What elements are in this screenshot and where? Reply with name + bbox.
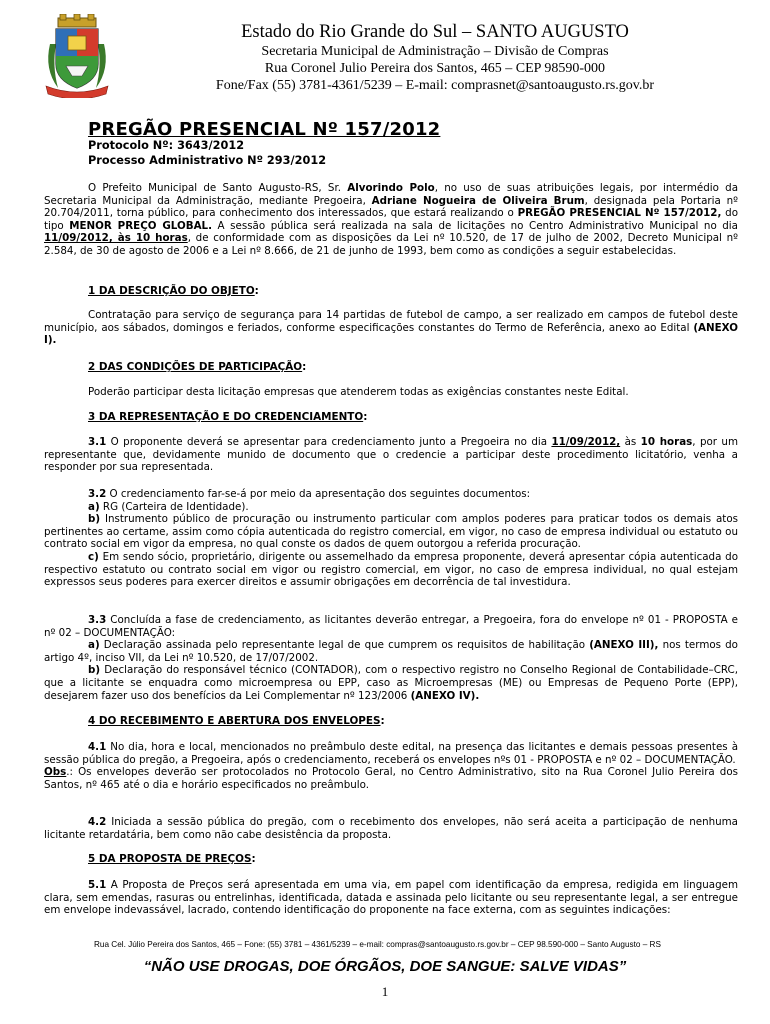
section-2-text: Poderão participar desta licitação empresas que atenderem todas as exigências constantes neste Edital.: [88, 386, 629, 398]
page-number: 1: [381, 984, 389, 999]
section-3-1-paragraph: 3.1 O proponente deverá se apresentar para credenciamento junto a Pregoeira no dia 11/09/2012, às 10 horas, por um representante que, devidamente munido de documento que o credencie a participar deste procedimento licitatório, venha a responder por sua representada.: [44, 436, 738, 474]
protocol-number: Protocolo Nº: 3643/2012: [88, 139, 245, 152]
section-2-heading: 2 DAS CONDIÇÕES DE PARTICIPAÇÃO:: [88, 361, 307, 373]
process-number: Processo Administrativo Nº 293/2012: [88, 154, 327, 167]
footer-address: Rua Cel. Júlio Pereira dos Santos, 465 – Fone: (55) 3781 – 4361/5239 – e-mail: compras@santoaugusto.rs.gov.br – CEP 98.590-000 – Santo Augusto – RS: [94, 940, 661, 949]
header-secretariat: Secretaria Municipal de Administração – Divisão de Compras: [261, 44, 609, 59]
section-4-2-paragraph: 4.2 Iniciada a sessão pública do pregão, com o recebimento dos envelopes, não será aceita a participação de nenhuma licitante retardatária, bem como não cabe desistência da proposta.: [44, 816, 738, 841]
section-1-text: Contratação para serviço de segurança para 14 partidas de futebol de campo, a ser realizado em campos de futebol deste município, aos sábados, domingos e feriados, conforme especificações constantes do Termo de Referência, anexo ao Edital (ANEXO I).: [44, 309, 738, 347]
header-address: Rua Coronel Julio Pereira dos Santos, 465 – CEP 98590-000: [264, 61, 606, 76]
municipal-coat-of-arms-icon: [44, 14, 110, 98]
section-4-heading: 4 DO RECEBIMENTO E ABERTURA DOS ENVELOPES:: [88, 715, 385, 727]
section-5-heading: 5 DA PROPOSTA DE PREÇOS:: [88, 853, 256, 865]
section-1-heading: 1 DA DESCRIÇÃO DO OBJETO:: [88, 285, 259, 297]
document-title: PREGÃO PRESENCIAL Nº 157/2012: [88, 119, 441, 140]
header-contact: Fone/Fax (55) 3781-4361/5239 – E-mail: comprasnet@santoaugusto.rs.gov.br: [215, 78, 655, 93]
section-4-1-paragraph: 4.1 No dia, hora e local, mencionados no preâmbulo deste edital, na presença das licitantes e demais pessoas presentes à sessão pública do pregão, a Pregoeira, após o credenciamento, receberá os envelopes nºs 01 - PROPOSTA e nº 02 – DOCUMENTAÇÃO. Obs.: Os envelopes deverão ser protocolados no Protocolo Geral, no Centro Administrativo, sito na Rua Coronel Julio Pereira dos Santos, nº 465 até o dia e horário especificados no preâmbulo.: [44, 741, 738, 791]
section-3-heading: 3 DA REPRESENTAÇÃO E DO CREDENCIAMENTO:: [88, 411, 368, 423]
section-5-1-paragraph: 5.1 A Proposta de Preços será apresentada em uma via, em papel com identificação da empresa, redigida em linguagem clara, sem emendas, rasuras ou entrelinhas, identificada, datada e assinada pelo licitante ou seu representante legal, a ser entregue em envelope indevassável, lacrado, contendo identificação do proponente na face externa, com as seguintes indicações:: [44, 879, 738, 917]
intro-paragraph: O Prefeito Municipal de Santo Augusto-RS, Sr. Alvorindo Polo, no uso de suas atribuições legais, por intermédio da Secretaria Municipal da Administração, mediante Pregoeira, Adriane Nogueira de Oliveira Brum, designada pela Portaria nº 20.704/2011, torna público, para conhecimento dos interessados, que estará realizando o PREGÃO PRESENCIAL Nº 157/2012, do tipo MENOR PREÇO GLOBAL. A sessão pública será realizada na sala de licitações no Centro Administrativo Municipal no dia 11/09/2012, às 10 horas, de conformidade com as disposições da Lei nº 10.520, de 17 de julho de 2002, Decreto Municipal nº 2.584, de 30 de agosto de 2006 e a Lei nº 8.666, de 21 de junho de 1993, bem como as condições a seguir estabelecidas.: [44, 182, 739, 257]
footer-slogan: “NÃO USE DROGAS, DOE ÓRGÃOS, DOE SANGUE: SALVE VIDAS”: [143, 958, 627, 975]
section-3-2-paragraph: 3.2 O credenciamento far-se-á por meio da apresentação dos seguintes documentos: a) RG (Carteira de Identidade). b) Instrumento público de procuração ou instrumento particular com amplos poderes para praticar todos os demais atos pertinentes ao certame, assim como cópia autenticada do registro comercial, em vigor, no caso de empresa individual ou estatuto ou contrato social em vigor da empresa, no qual conste os dados de quem outorgou a referida procuração. c) Em sendo sócio, proprietário, dirigente ou assemelhado da empresa proponente, deverá apresentar cópia autenticada do respectivo estatuto ou contrato social em vigor ou registro comercial, em vigor, no caso de empresa individual, no qual estejam expressos seus poderes para exercer direitos e assumir obrigações em decorrência de tal investidura.: [44, 488, 738, 589]
header-state-city: Estado do Rio Grande do Sul – SANTO AUGUSTO: [241, 22, 629, 42]
section-3-3-paragraph: 3.3 Concluída a fase de credenciamento, as licitantes deverão entregar, a Pregoeira, fora do envelope nº 01 - PROPOSTA e nº 02 – DOCUMENTAÇÃO: a) Declaração assinada pelo representante legal de que cumprem os requisitos de habilitação (ANEXO III), nos termos do artigo 4º, inciso VII, da Lei nº 10.520, de 17/07/2002. b) Declaração do responsável técnico (CONTADOR), com o respectivo registro no Conselho Regional de Contabilidade–CRC, que a licitante se enquadra como microempresa ou EPP, caso as Microempresas (ME) ou Empresas de Pequeno Porte (EPP), desejarem fazer uso dos benefícios da Lei Complementar nº 123/2006 (ANEXO IV).: [44, 614, 738, 702]
